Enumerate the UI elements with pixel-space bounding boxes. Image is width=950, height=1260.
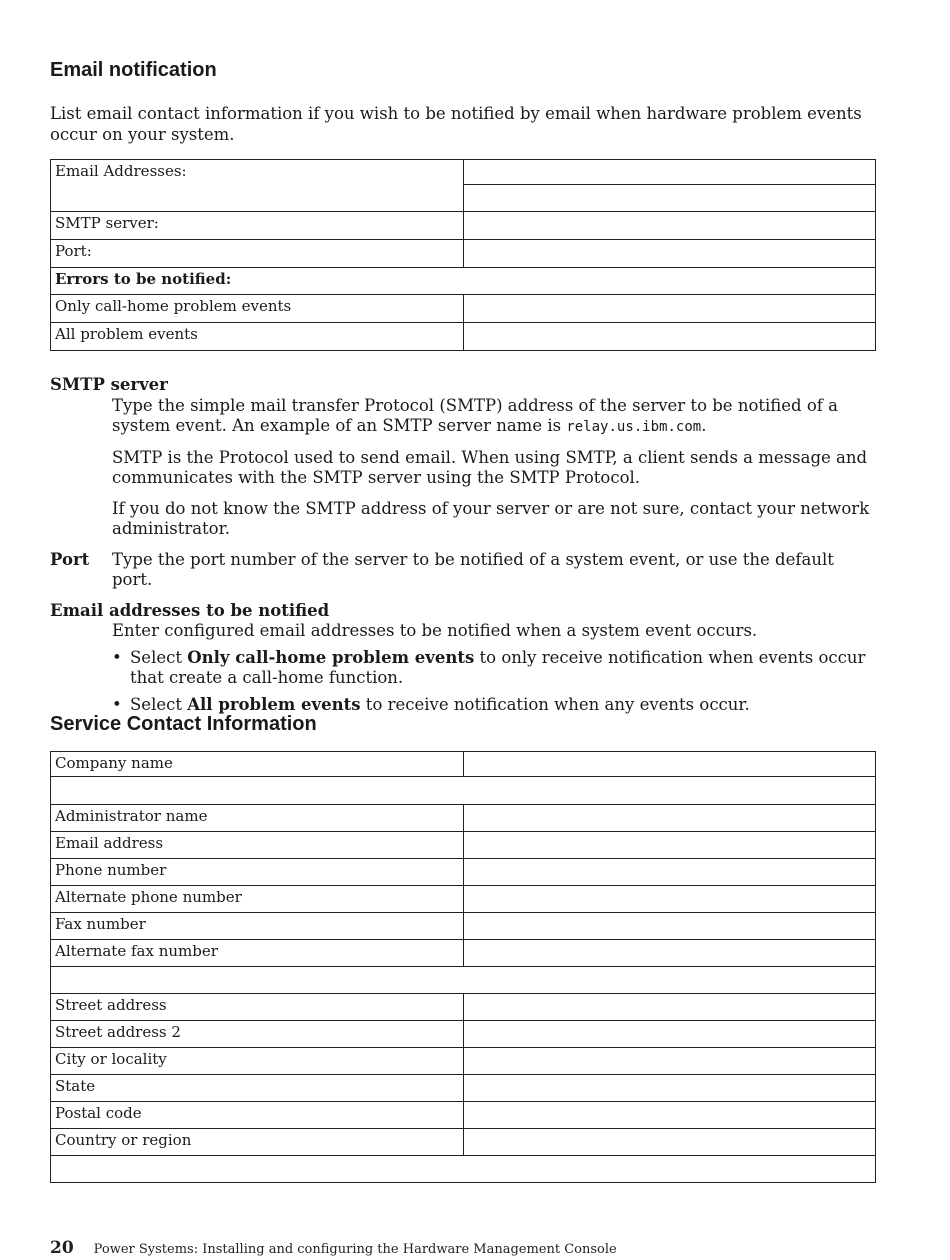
smtp-definition-paragraph-3: If you do not know the SMTP address of your server or are not sure, contact your network administrator.: [112, 498, 870, 538]
address-continuation-field[interactable]: [51, 1156, 876, 1183]
list-item: [112, 695, 876, 716]
country-label: Country or region: [51, 1129, 464, 1156]
postal-code-label: Postal code: [51, 1102, 464, 1129]
email-options-list: [112, 648, 876, 716]
street-address-label: Street address: [51, 994, 464, 1021]
email-notification-heading: Email notification: [50, 59, 217, 81]
only-callhome-events-field[interactable]: [464, 295, 876, 323]
list-item: [112, 648, 876, 689]
company-name-continuation-field[interactable]: [51, 777, 876, 805]
only-callhome-events-label: Only call-home problem events: [51, 295, 464, 323]
bullet-text: to receive notification when any events occur.: [360, 694, 750, 714]
street-address-2-field[interactable]: [464, 1021, 876, 1048]
bullet-emphasis: Only call-home problem events: [187, 647, 475, 667]
email-definition-text: Enter configured email addresses to be notified when a system event occurs.: [112, 621, 758, 640]
city-field[interactable]: [464, 1048, 876, 1075]
postal-code-field[interactable]: [464, 1102, 876, 1129]
email-address-label: Email address: [51, 832, 464, 859]
smtp-definition-period: .: [701, 416, 707, 435]
state-label: State: [51, 1075, 464, 1102]
street-address-field[interactable]: [464, 994, 876, 1021]
all-problem-events-label: All problem events: [51, 323, 464, 351]
bullet-text: Select: [130, 647, 188, 667]
port-label: Port:: [51, 240, 464, 268]
company-name-field[interactable]: [464, 752, 876, 777]
street-address-2-label: Street address 2: [51, 1021, 464, 1048]
port-definition-row: [50, 550, 876, 591]
contact-spacer-field[interactable]: [51, 967, 876, 994]
email-address-field-1[interactable]: [464, 160, 876, 185]
service-contact-table: [50, 751, 876, 1183]
smtp-server-label: SMTP server:: [51, 212, 464, 240]
country-field[interactable]: [464, 1129, 876, 1156]
alternate-fax-number-field[interactable]: [464, 940, 876, 967]
state-field[interactable]: [464, 1075, 876, 1102]
service-contact-heading: Service Contact Information: [50, 713, 317, 735]
phone-number-label: Phone number: [51, 859, 464, 886]
port-field[interactable]: [464, 240, 876, 268]
smtp-example-code: relay.us.ibm.com: [566, 419, 702, 435]
bullet-emphasis: All problem events: [187, 694, 361, 714]
fax-number-label: Fax number: [51, 913, 464, 940]
smtp-server-field[interactable]: [464, 212, 876, 240]
smtp-definition-paragraph-2: SMTP is the Protocol used to send email. When using SMTP, a client sends a message and communicates with the SMTP server using the SMTP Protocol.: [112, 447, 868, 487]
email-notification-table: [50, 159, 876, 351]
page-number: 20: [50, 1238, 74, 1258]
smtp-server-definition: [112, 396, 876, 540]
email-addresses-term: Email addresses to be notified: [50, 600, 330, 620]
smtp-definition-paragraph-1: [112, 396, 876, 438]
port-definition: Type the port number of the server to be notified of a system event, or use the default port.: [112, 549, 834, 589]
email-address-field[interactable]: [464, 832, 876, 859]
email-addresses-label: Email Addresses:: [51, 160, 464, 212]
smtp-server-term: SMTP server: [50, 375, 168, 394]
bullet-icon: •: [112, 647, 122, 667]
alternate-fax-number-label: Alternate fax number: [51, 940, 464, 967]
bullet-text: to only receive notification when events occur that create a call-home function.: [130, 647, 866, 687]
city-label: City or locality: [51, 1048, 464, 1075]
port-term: Port: [50, 549, 90, 569]
footer-title: Power Systems: Installing and configuring the Hardware Management Console: [93, 1242, 617, 1257]
phone-number-field[interactable]: [464, 859, 876, 886]
all-problem-events-field[interactable]: [464, 323, 876, 351]
definition-list: [50, 375, 876, 721]
page-footer: [50, 1238, 617, 1258]
administrator-name-label: Administrator name: [51, 805, 464, 832]
administrator-name-field[interactable]: [464, 805, 876, 832]
bullet-icon: •: [112, 694, 122, 714]
email-address-field-2[interactable]: [464, 185, 876, 212]
email-addresses-definition: [112, 621, 876, 715]
company-name-label: Company name: [51, 752, 464, 777]
errors-to-be-notified-header: Errors to be notified:: [51, 268, 876, 295]
alternate-phone-number-field[interactable]: [464, 886, 876, 913]
alternate-phone-number-label: Alternate phone number: [51, 886, 464, 913]
email-notification-intro: List email contact information if you wish to be notified by email when hardware problem events occur on your system.: [50, 104, 862, 144]
smtp-definition-text: Type the simple mail transfer Protocol (SMTP) address of the server to be notified of a system event. An example of an SMTP server name is: [112, 395, 838, 435]
fax-number-field[interactable]: [464, 913, 876, 940]
bullet-text: Select: [130, 694, 188, 714]
